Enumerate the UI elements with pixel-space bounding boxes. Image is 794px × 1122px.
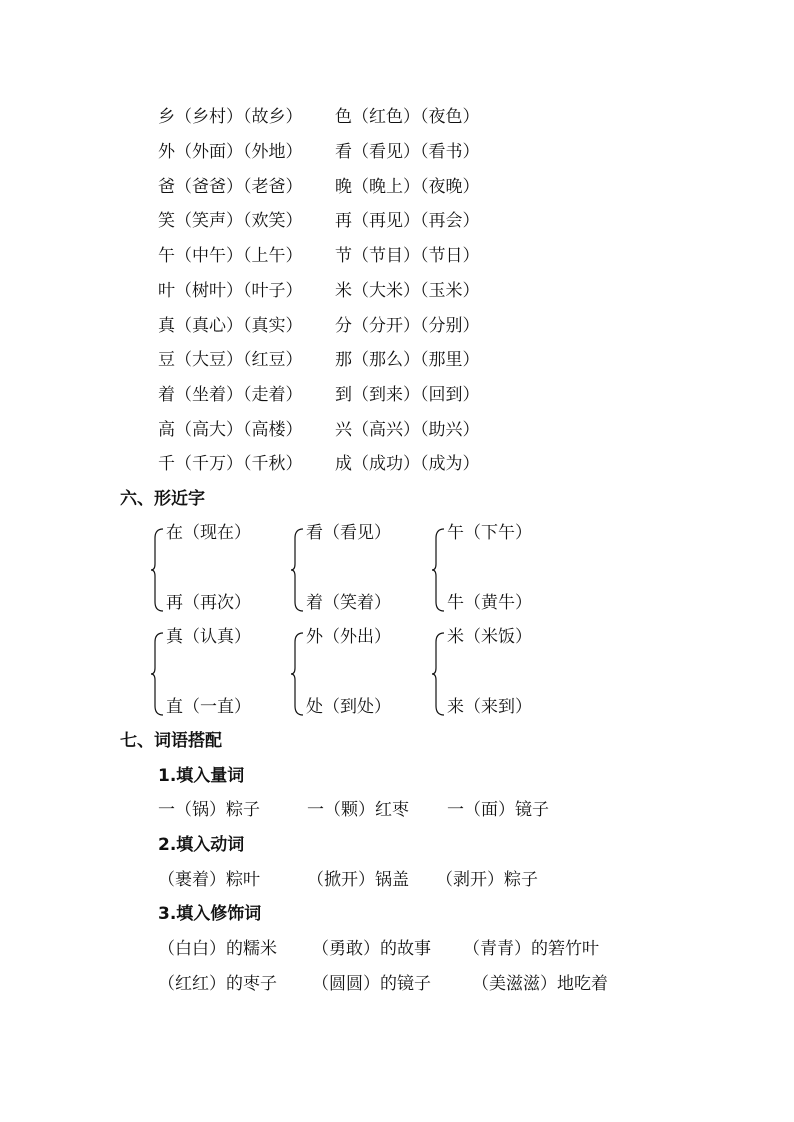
similar-char-top-2: 看（看见）: [306, 523, 391, 543]
polyphone-left-7: 真（真心）（真实）: [158, 316, 303, 336]
measure-word-item-3: 一（面）镜子: [447, 800, 549, 820]
brace-icon: [290, 528, 304, 612]
modifier-item-3: （青青）的箬竹叶: [463, 939, 599, 959]
polyphone-left-5: 午（中午）（上午）: [158, 246, 303, 266]
similar-char-bottom-1: 再（再次）: [166, 593, 251, 613]
measure-word-item-1: 一（锅）粽子: [158, 800, 260, 820]
polyphone-right-8: 那（那么）（那里）: [335, 350, 480, 370]
verb-item-3: （剥开）粽子: [436, 870, 538, 890]
subsection-3-heading: 3.填入修饰词: [158, 904, 262, 924]
section-7-heading: 七、词语搭配: [120, 731, 222, 751]
similar-char-top-3: 午（下午）: [447, 523, 532, 543]
brace-icon: [431, 528, 445, 612]
similar-char-bottom-2: 着（笑着）: [306, 593, 391, 613]
polyphone-left-6: 叶（树叶）（叶子）: [158, 281, 303, 301]
brace-icon: [150, 632, 164, 716]
similar-char-bottom-4: 直（一直）: [166, 697, 251, 717]
polyphone-right-2: 看（看见）（看书）: [335, 142, 480, 162]
polyphone-right-9: 到（到来）（回到）: [335, 385, 480, 405]
similar-char-top-1: 在（现在）: [166, 523, 251, 543]
polyphone-right-10: 兴（高兴）（助兴）: [335, 420, 480, 440]
similar-char-top-6: 米（米饭）: [447, 627, 532, 647]
brace-icon: [150, 528, 164, 612]
polyphone-right-3: 晚（晚上）（夜晚）: [335, 177, 480, 197]
similar-char-top-5: 外（外出）: [306, 627, 391, 647]
modifier-item-4: （红红）的枣子: [158, 974, 277, 994]
polyphone-left-3: 爸（爸爸）（老爸）: [158, 177, 303, 197]
polyphone-right-1: 色（红色）（夜色）: [335, 107, 480, 127]
modifier-item-2: （勇敢）的故事: [312, 939, 431, 959]
polyphone-right-11: 成（成功）（成为）: [335, 454, 480, 474]
polyphone-right-7: 分（分开）（分别）: [335, 316, 480, 336]
similar-char-bottom-3: 牛（黄牛）: [447, 593, 532, 613]
polyphone-left-9: 着（坐着）（走着）: [158, 385, 303, 405]
measure-word-item-2: 一（颗）红枣: [307, 800, 409, 820]
subsection-2-heading: 2.填入动词: [158, 835, 245, 855]
modifier-item-5: （圆圆）的镜子: [312, 974, 431, 994]
brace-icon: [431, 632, 445, 716]
similar-char-bottom-5: 处（到处）: [306, 697, 391, 717]
modifier-item-6: （美滋滋）地吃着: [472, 974, 608, 994]
subsection-1-heading: 1.填入量词: [158, 766, 245, 786]
polyphone-left-11: 千（千万）（千秋）: [158, 454, 303, 474]
similar-char-top-4: 真（认真）: [166, 627, 251, 647]
polyphone-left-8: 豆（大豆）（红豆）: [158, 350, 303, 370]
polyphone-right-6: 米（大米）（玉米）: [335, 281, 480, 301]
verb-item-1: （裹着）粽叶: [158, 870, 260, 890]
polyphone-left-1: 乡（乡村）（故乡）: [158, 107, 303, 127]
brace-icon: [290, 632, 304, 716]
polyphone-left-4: 笑（笑声）（欢笑）: [158, 211, 303, 231]
similar-char-bottom-6: 来（来到）: [447, 697, 532, 717]
section-6-heading: 六、形近字: [120, 489, 205, 509]
polyphone-right-5: 节（节目）（节日）: [335, 246, 480, 266]
verb-item-2: （掀开）锅盖: [307, 870, 409, 890]
polyphone-left-10: 高（高大）（高楼）: [158, 420, 303, 440]
polyphone-left-2: 外（外面）（外地）: [158, 142, 303, 162]
modifier-item-1: （白白）的糯米: [158, 939, 277, 959]
polyphone-right-4: 再（再见）（再会）: [335, 211, 480, 231]
